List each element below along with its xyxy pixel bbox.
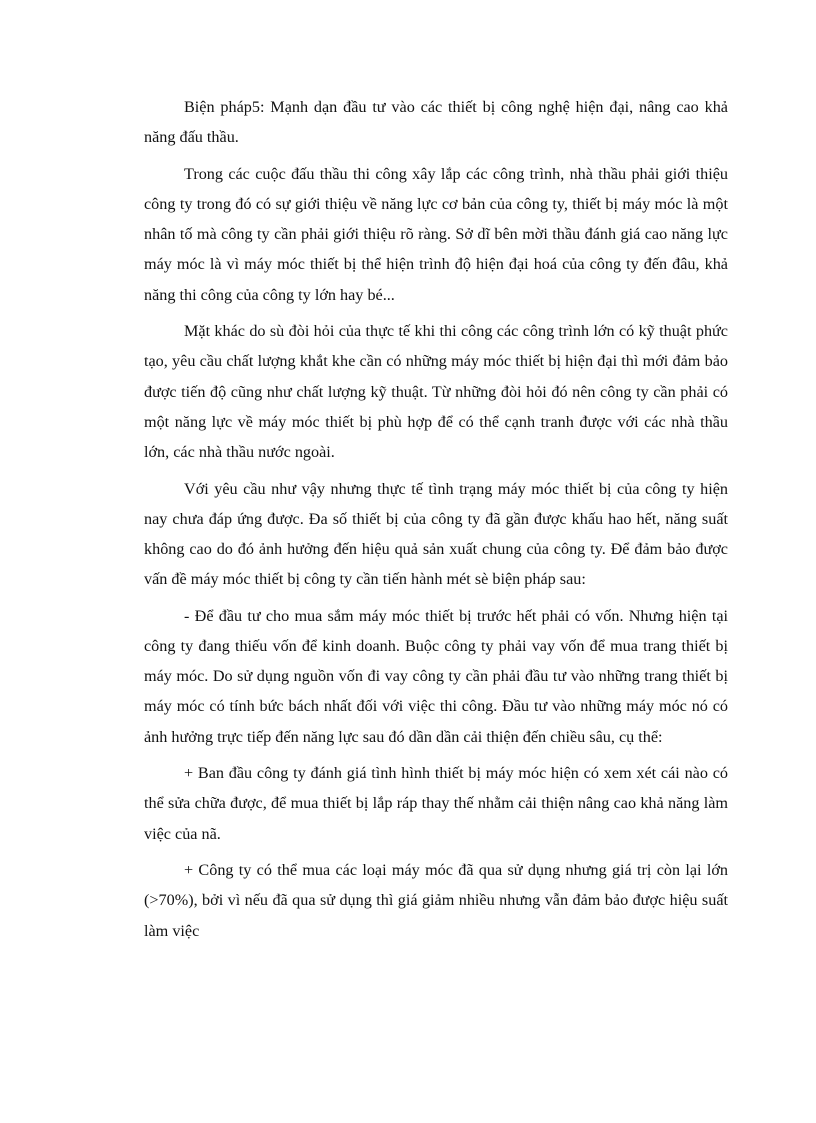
paragraph-investment-capital: - Để đầu tư cho mua sắm máy móc thiết bị trước hết phải có vốn. Nhưng hiện tại công ty đang thiếu vốn để kinh doanh. Buộc công ty phải vay vốn để mua trang thiết bị máy móc. Do sử dụng nguồn vốn đi vay công ty cần phải đầu tư vào những trang thiết bị máy móc có tính bức bách nhất đối với việc thi công. Đầu tư vào những máy móc nó có ảnh hưởng trực tiếp đến năng lực sau đó dần dần cải thiện đến chiều sâu, cụ thể: xyxy=(144,606,728,746)
paragraph-technical-requirements: Mặt khác do sù đòi hỏi của thực tế khi thi công các công trình lớn có kỹ thuật phức tạo, yêu cầu chất lượng khắt khe cần có những máy móc thiết bị hiện đại thì mới đảm bảo được tiến độ cũng như chất lượng kỹ thuật. Từ những đòi hỏi đó nên công ty cần phải có một năng lực về máy móc thiết bị phù hợp để có thể cạnh tranh được với các nhà thầu lớn, các nhà thầu nước ngoài. xyxy=(144,322,728,462)
document-body xyxy=(144,92,728,952)
paragraph-bidding-introduction: Trong các cuộc đấu thầu thi công xây lắp các công trình, nhà thầu phải giới thiệu công ty trong đó có sự giới thiệu về năng lực cơ bản của công ty, thiết bị máy móc là một nhân tố mà công ty cần phải giới thiệu rõ ràng. Sở dĩ bên mời thầu đánh giá cao năng lực máy móc là vì máy móc thiết bị thể hiện trình độ hiện đại hoá của công ty đến đâu, khả năng thi công của công ty lớn hay bé... xyxy=(144,164,728,304)
paragraph-measure-5-heading: Biện pháp5: Mạnh dạn đầu tư vào các thiết bị công nghệ hiện đại, nâng cao khả năng đấu thầu. xyxy=(144,98,728,147)
paragraph-repair-existing-equipment: + Ban đầu công ty đánh giá tình hình thiết bị máy móc hiện có xem xét cái nào có thể sửa chữa được, để mua thiết bị lắp ráp thay thế nhằm cải thiện nâng cao khả năng làm việc của nã. xyxy=(144,764,728,843)
paragraph-current-equipment-status: Với yêu cầu như vậy nhưng thực tế tình trạng máy móc thiết bị của công ty hiện nay chưa đáp ứng được. Đa số thiết bị của công ty đã gần được khấu hao hết, năng suất không cao do đó ảnh hưởng đến hiệu quả sản xuất chung của công ty. Để đảm bảo được vấn đề máy móc thiết bị công ty cần tiến hành mét sè biện pháp sau: xyxy=(144,479,728,589)
paragraph-buy-used-equipment: + Công ty có thể mua các loại máy móc đã qua sử dụng nhưng giá trị còn lại lớn (>70%), bởi vì nếu đã qua sử dụng thì giá giảm nhiều nhưng vẫn đảm bảo được hiệu suất làm việc xyxy=(144,861,728,940)
